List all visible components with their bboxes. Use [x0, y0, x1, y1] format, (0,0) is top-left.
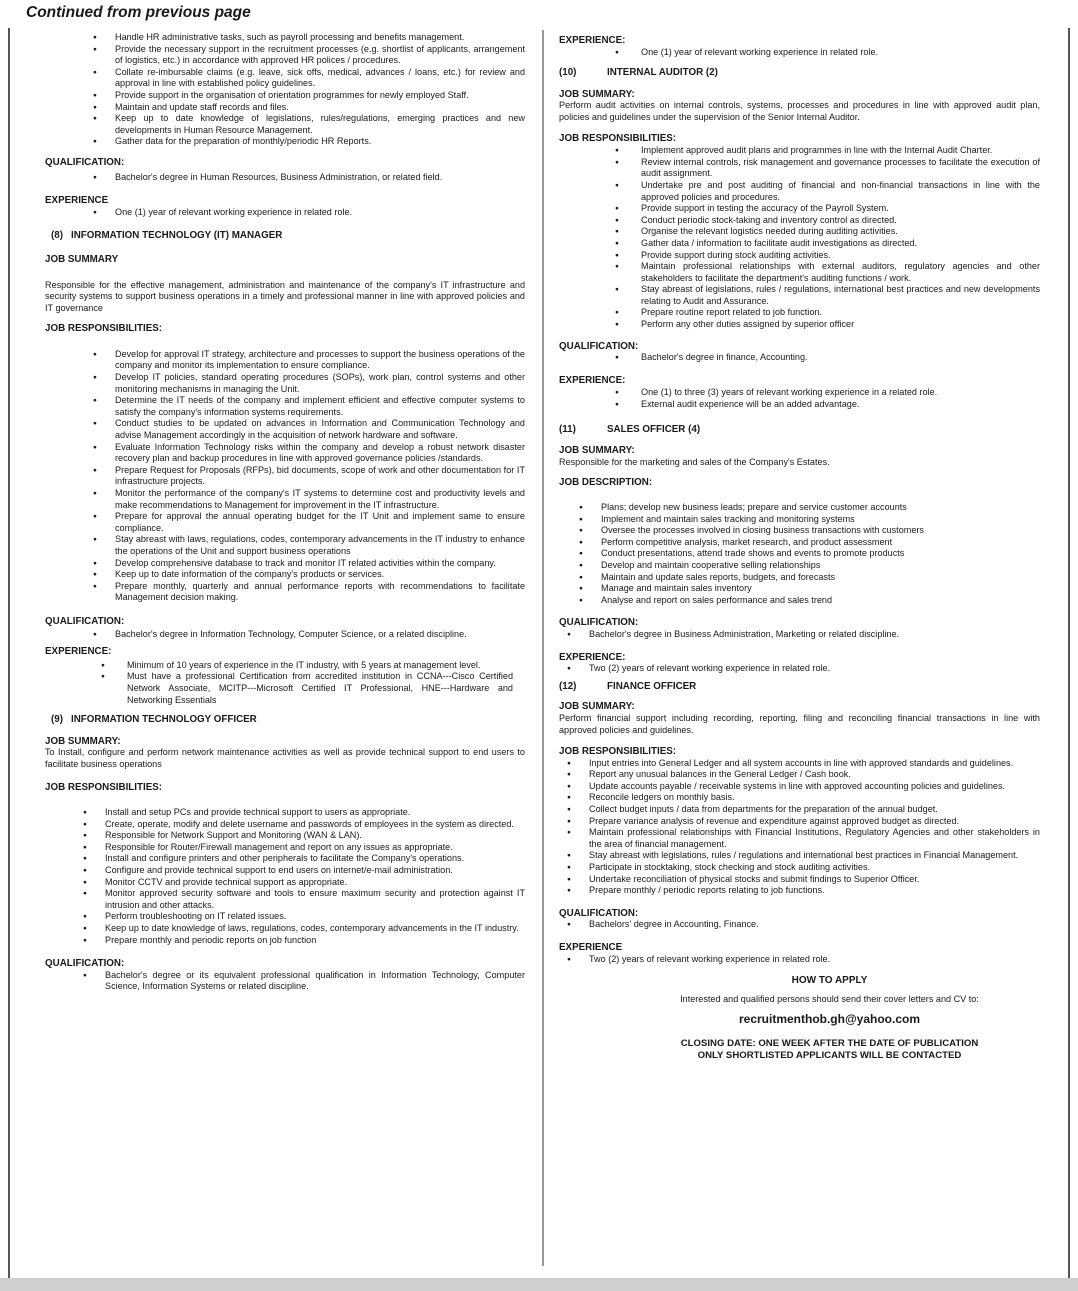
shortlist-notice: ONLY SHORTLISTED APPLICANTS WILL BE CONTACTED [697, 1050, 962, 1062]
list-item: ● Perform any other duties assigned by superior officer [641, 319, 1040, 331]
list-item: ● Install and configure printers and other peripherals to facilitate the Company's operations. [105, 853, 525, 865]
finance-exp-list [589, 954, 1040, 966]
section-title: SALES OFFICER (4) [607, 423, 701, 435]
list-item: ● Review internal controls, risk management and governance processes to facilitate the execution of audit assignment. [641, 157, 1040, 180]
list-item: ● Monitor the performance of the company's IT systems to determine cost and productivity levels and make recommendations to Management for improvement in the IT infrastructure. [115, 488, 525, 511]
list-item: ● Prepare variance analysis of revenue and expenditure against approved budget as directed. [589, 816, 1040, 828]
list-item: ● Input entries into General Ledger and all system accounts in line with approved standards and guidelines. [589, 758, 1040, 770]
list-item: ● Two (2) years of relevant working experience in related role. [589, 954, 1040, 966]
section-number: (8) [51, 230, 63, 242]
it-officer-resp-list [105, 807, 525, 946]
sales-desc-heading: JOB DESCRIPTION: [559, 477, 653, 489]
it-officer-summary: To Install, configure and perform network maintenance activities as well as provide technical support to end users to facilitate business operations [45, 747, 525, 769]
list-item: ● Keep up to date knowledge of legislations, rules/regulations, emerging practices and new developments in Human Resource Management. [115, 113, 525, 136]
list-item: ● Install and setup PCs and provide technical support to users as appropriate. [105, 807, 525, 819]
list-item: ● Bachelor's degree in Business Administration, Marketing or related discipline. [589, 629, 1040, 641]
list-item: ● Prepare monthly / periodic reports relating to job functions. [589, 885, 1040, 897]
how-to-apply-title: HOW TO APPLY [791, 975, 868, 987]
list-item: ● One (1) year of relevant working experience in related role. [641, 47, 1040, 59]
list-item: ● Minimum of 10 years of experience in the IT industry, with 5 years at management level. [127, 660, 513, 672]
auditor-qual-heading: QUALIFICATION: [559, 340, 639, 352]
list-item: ● Prepare routine report related to job function. [641, 307, 1040, 319]
list-item: ● Keep up to date information of the company's products or services. [115, 569, 525, 581]
list-item: ● Develop for approval IT strategy, architecture and processes to support the business operations of the company and monitor its implementation to ensure compliance. [115, 349, 525, 372]
list-item: ● Stay abreast with legislations, rules / regulations and international best practices in Financial Management. [589, 850, 1040, 862]
it-manager-resp-heading: JOB RESPONSIBILITIES: [45, 323, 163, 335]
left-column [45, 32, 525, 993]
list-item: ● Gather data for the preparation of monthly/periodic HR Reports. [115, 136, 525, 148]
list-item: ● Undertake reconciliation of physical stocks and submit findings to Superior Officer. [589, 874, 1040, 886]
list-item: ● Keep up to date knowledge of laws, regulations, codes, contemporary advancements in the IT industry. [105, 923, 525, 935]
hr-task-list [115, 32, 525, 148]
sales-qual-heading: QUALIFICATION: [559, 617, 639, 629]
list-item: ● One (1) year of relevant working experience in related role. [115, 207, 525, 219]
it-manager-summary-heading: JOB SUMMARY [45, 253, 119, 265]
sales-exp-list [589, 663, 1040, 675]
list-item: ● Provide support in the organisation of orientation programmes for newly employed Staff. [115, 90, 525, 102]
finance-summary-heading: JOB SUMMARY: [559, 701, 635, 713]
list-item: ● Must have a professional Certification from accredited institution in CCNA---Cisco Certified Network Associate, MCITP---Microsoft Certified IT Professional, HNE---Hardware and Networking Essentials [127, 671, 513, 706]
list-item: ● Monitor approved security software and tools to ensure maximum security and protection against IT intrusion and other attacks. [105, 888, 525, 911]
list-item: ● Bachelors' degree in Accounting, Finance. [589, 919, 1040, 931]
list-item: ● Implement approved audit plans and programmes in line with the Internal Audit Charter. [641, 145, 1040, 157]
finance-qual-heading: QUALIFICATION: [559, 907, 639, 919]
list-item: ● Perform troubleshooting on IT related issues. [105, 911, 525, 923]
list-item: ● Evaluate Information Technology risks within the company and develop a robust network disaster recovery plan and backup procedures in line with approved governance policies /standards. [115, 442, 525, 465]
auditor-summary: Perform audit activities on internal controls, systems, processes and procedures in line with approved audit plan, policies and guidelines under the supervision of the Senior Internal Auditor. [559, 100, 1040, 122]
list-item: ● Reconcile ledgers on monthly basis. [589, 792, 1040, 804]
sales-officer-title [559, 424, 1040, 436]
it-manager-resp-list [115, 349, 525, 604]
it-manager-qual-heading: QUALIFICATION: [45, 615, 125, 627]
it-officer-qual-heading: QUALIFICATION: [45, 958, 125, 970]
hr-experience-heading: EXPERIENCE [45, 195, 109, 207]
list-item: ● Provide support during stock auditing activities. [641, 250, 1040, 262]
list-item: ● Handle HR administrative tasks, such as payroll processing and benefits management. [115, 32, 525, 44]
list-item: ● Responsible for Router/Firewall management and report on any issues as appropriate. [105, 842, 525, 854]
list-item: ● Conduct studies to be updated on advances in Information and Communication Technology and advise Management accordingly in the acquisition of network hardware and software. [115, 418, 525, 441]
list-item: ● Plans; develop new business leads; prepare and service customer accounts [601, 502, 1040, 514]
auditor-resp-list [641, 145, 1040, 331]
continued-header: Continued from previous page [26, 4, 251, 21]
list-item: ● Gather data / information to facilitate audit investigations as directed. [641, 238, 1040, 250]
list-item: ● Develop IT policies, standard operating procedures (SOPs), work plan, control systems and other monitoring mechanisms in managing the Unit. [115, 372, 525, 395]
closing-date: CLOSING DATE: ONE WEEK AFTER THE DATE OF PUBLICATION [680, 1037, 979, 1049]
list-item: ● Organise the relevant logistics needed during auditing activities. [641, 226, 1040, 238]
list-item: ● Report any unusual balances in the General Ledger / Cash book. [589, 769, 1040, 781]
list-item: ● Analyse and report on sales performance and sales trend [601, 595, 1040, 607]
list-item: ● Create, operate, modify and delete username and passwords of employees in the system as directed. [105, 819, 525, 831]
list-item: ● Update accounts payable / receivable systems in line with approved accounting policies and guidelines. [589, 781, 1040, 793]
application-email[interactable]: recruitmenthob.gh@yahoo.com [738, 1012, 921, 1027]
it-officer-summary-heading: JOB SUMMARY: [45, 735, 121, 747]
finance-resp-heading: JOB RESPONSIBILITIES: [559, 746, 677, 758]
list-item: ● Perform competitive analysis, market research, and product assessment [601, 537, 1040, 549]
list-item: ● Participate in stocktaking, stock checking and stock auditing activities. [589, 862, 1040, 874]
list-item: ● Develop and maintain cooperative selling relationships [601, 560, 1040, 572]
auditor-exp-list [641, 387, 1040, 410]
section-number: (12) [559, 680, 577, 692]
list-item: ● Collect budget inputs / data from departments for the preparation of the annual budget. [589, 804, 1040, 816]
list-item: ● External audit experience will be an added advantage. [641, 399, 1040, 411]
list-item: ● Conduct presentations, attend trade shows and events to promote products [601, 548, 1040, 560]
sales-qual-list [589, 629, 1040, 641]
list-item: ● Two (2) years of relevant working experience in related role. [589, 663, 1040, 675]
top-experience-heading: EXPERIENCE: [559, 35, 626, 46]
list-item: ● Bachelor's degree or its equivalent professional qualification in Information Technology, Computer Science, Information Systems or related discipline. [105, 970, 525, 993]
footer-bar [0, 1278, 1078, 1291]
auditor-summary-heading: JOB SUMMARY: [559, 88, 635, 100]
top-experience-list [641, 47, 1040, 59]
column-divider [542, 30, 544, 1266]
list-item: ● Prepare monthly, quarterly and annual performance reports with recommendations to facilitate Management decision making. [115, 581, 525, 604]
sales-desc-list [601, 502, 1040, 606]
sales-exp-heading: EXPERIENCE: [559, 651, 626, 663]
finance-exp-heading: EXPERIENCE [559, 942, 623, 953]
sales-summary: Responsible for the marketing and sales of the Company's Estates. [559, 456, 830, 467]
list-item: ● Bachelor's degree in Information Technology, Computer Science, or a related discipline. [115, 629, 525, 641]
it-officer-qual-list [105, 970, 525, 993]
internal-auditor-title [559, 67, 1040, 79]
auditor-exp-heading: EXPERIENCE: [559, 374, 626, 386]
list-item: ● Provide the necessary support in the recruitment processes (e.g. shortlist of applicants, arrangement of logistics, etc.) in accordance with approved HR polices / procedures. [115, 44, 525, 67]
list-item: ● Maintain professional relationships with Financial Institutions, Regulatory Agencies and other stakeholders in the area of financial management. [589, 827, 1040, 850]
finance-resp-list [589, 758, 1040, 897]
how-to-apply-section [619, 975, 1040, 1063]
list-item: ● Monitor CCTV and provide technical support as appropriate. [105, 877, 525, 889]
finance-qual-list [589, 919, 1040, 931]
auditor-qual-list [641, 352, 1040, 364]
it-manager-summary: Responsible for the effective management, administration and maintenance of the company's IT infrastructure and security systems to support business operations in a timely and professional manner in line with approved policies and IT governance [45, 279, 525, 313]
hr-experience-list [115, 207, 525, 219]
auditor-resp-heading: JOB RESPONSIBILITIES: [559, 132, 677, 144]
list-item: ● Maintain and update staff records and files. [115, 102, 525, 114]
list-item: ● Bachelor's degree in finance, Accounting. [641, 352, 1040, 364]
list-item: ● Conduct periodic stock-taking and inventory control as directed. [641, 215, 1040, 227]
list-item: ● Maintain professional relationships with external auditors, regulatory agencies and other stakeholders to facilitate the department's auditing functions / work. [641, 261, 1040, 284]
list-item: ● Stay abreast of legislations, rules / regulations, international best practices and new developments relating to Audit and Assurance. [641, 284, 1040, 307]
section-number: (11) [559, 423, 576, 435]
list-item: ● Responsible for Network Support and Monitoring (WAN & LAN). [105, 830, 525, 842]
list-item: ● Oversee the processes involved in closing business transactions with customers [601, 525, 1040, 537]
section-title: INFORMATION TECHNOLOGY (IT) MANAGER [70, 230, 283, 242]
list-item: ● Prepare for approval the annual operating budget for the IT Unit and implement same to ensure compliance. [115, 511, 525, 534]
section-title: INTERNAL AUDITOR (2) [607, 67, 718, 79]
it-manager-exp-list [127, 660, 513, 706]
list-item: ● Prepare monthly and periodic reports on job function [105, 935, 525, 947]
how-to-apply-text: Interested and qualified persons should send their cover letters and CV to: [680, 993, 979, 1004]
it-officer-title [51, 714, 525, 726]
section-number: (9) [51, 714, 63, 726]
list-item: ● Maintain and update sales reports, budgets, and forecasts [601, 572, 1040, 584]
finance-officer-title [559, 681, 1040, 693]
right-column [559, 32, 1040, 1063]
it-manager-qual-list [115, 629, 525, 641]
section-title: INFORMATION TECHNOLOGY OFFICER [70, 714, 257, 726]
list-item: ● Configure and provide technical support to end users on internet/e-mail administration. [105, 865, 525, 877]
list-item: ● Collate re-imbursable claims (e.g. leave, sick offs, medical, advances / loans, etc.) for review and approval in line with established policy guidelines. [115, 67, 525, 90]
list-item: ● Undertake pre and post auditing of financial and non-financial transactions in line with the approved policies and procedures. [641, 180, 1040, 203]
list-item: ● Determine the IT needs of the company and implement efficient and effective computer systems to satisfy the company's information systems requirements. [115, 395, 525, 418]
section-number: (10) [559, 67, 577, 79]
sales-summary-heading: JOB SUMMARY: [559, 445, 635, 457]
list-item: ● Prepare Request for Proposals (RFPs), bid documents, scope of work and other documentation for IT infrastructure projects. [115, 465, 525, 488]
list-item: ● Bachelor's degree in Human Resources, Business Administration, or related field. [115, 172, 525, 184]
section-title: FINANCE OFFICER [607, 680, 697, 692]
list-item: ● Provide support in testing the accuracy of the Payroll System. [641, 203, 1040, 215]
list-item: ● One (1) to three (3) years of relevant working experience in a related role. [641, 387, 1040, 399]
it-manager-exp-heading: EXPERIENCE: [45, 646, 112, 658]
list-item: ● Manage and maintain sales inventory [601, 583, 1040, 595]
hr-qualification-heading: QUALIFICATION: [45, 156, 125, 168]
hr-qualification-list [115, 172, 525, 184]
list-item: ● Develop comprehensive database to track and monitor IT related activities within the company. [115, 558, 525, 570]
list-item: ● Implement and maintain sales tracking and monitoring systems [601, 514, 1040, 526]
it-officer-resp-heading: JOB RESPONSIBILITIES: [45, 782, 163, 794]
finance-summary: Perform financial support including recording, reporting, filing and reconciling financial transactions in line with approved policies and guidelines. [559, 712, 1040, 735]
list-item: ● Stay abreast with laws, regulations, codes, contemporary advancements in the IT industry to enhance the operations of the Unit and support business operations [115, 534, 525, 557]
it-manager-title [51, 230, 525, 242]
